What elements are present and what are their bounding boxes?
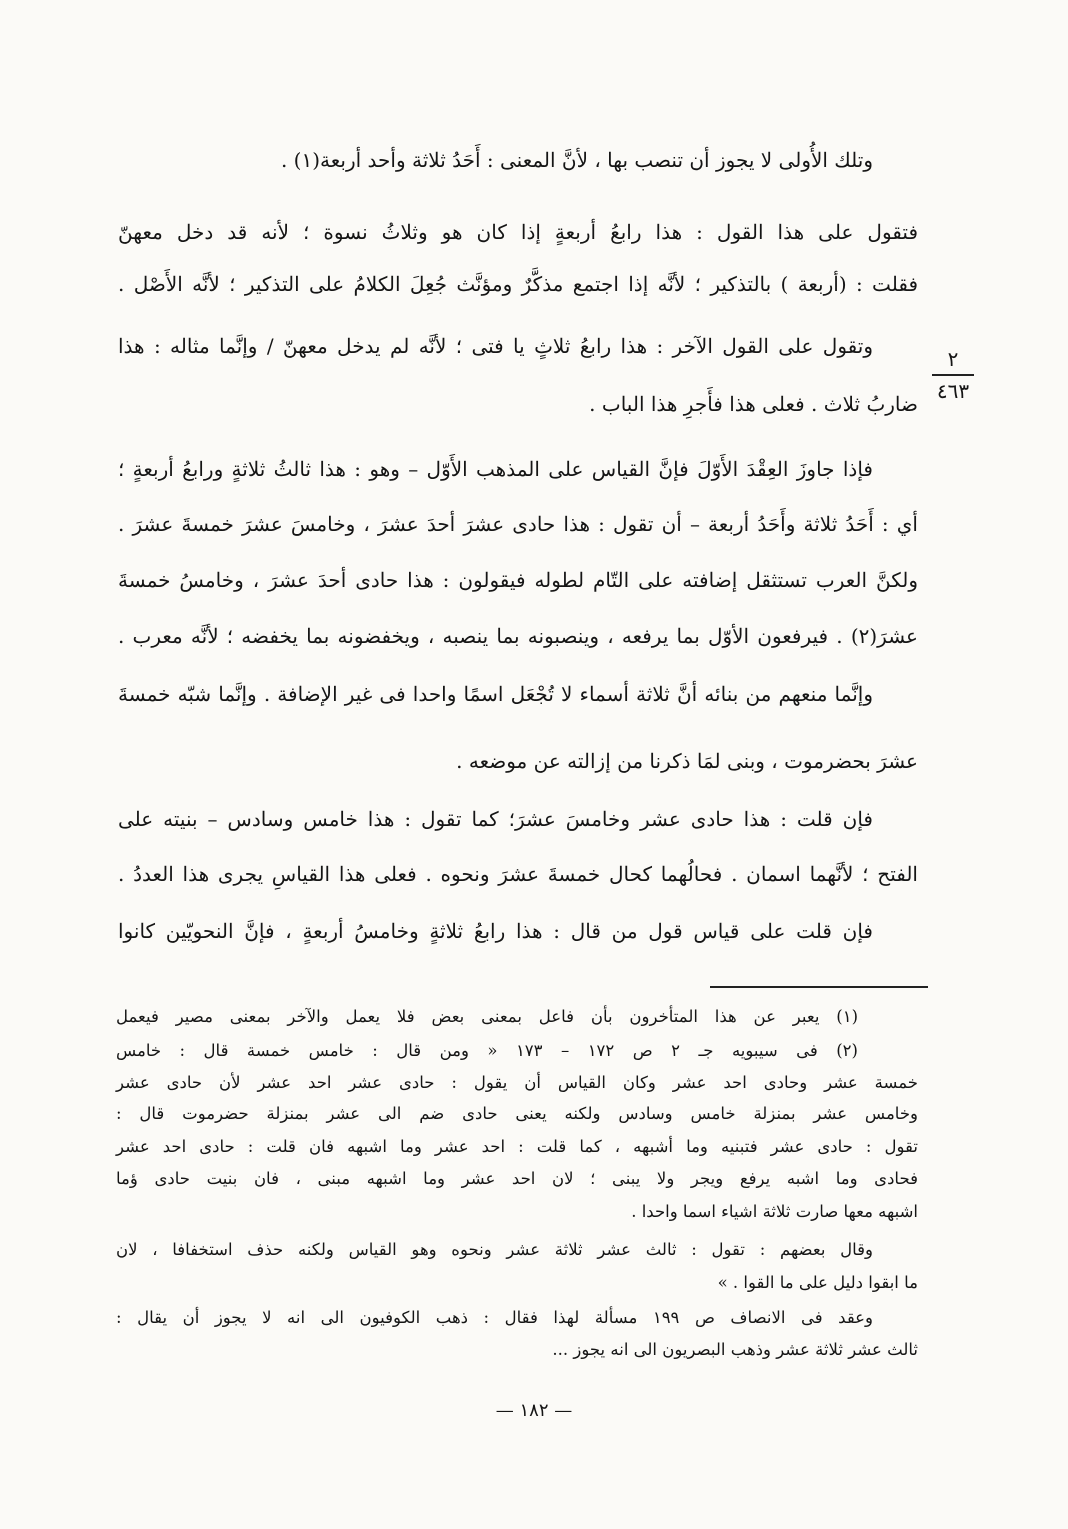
footnote-line: وخامس عشر بمنزلة خامس وسادس ولكنه يعنى حادى ضم الى عشر بمنزلة حضرموت قال : — [116, 1104, 918, 1123]
footnote-line: فحادى وما اشبه يرفع ويجر ولا يبنى ؛ لان احد عشر وما اشبهه مبنى ، فان بنيت حادى ؤما — [116, 1169, 918, 1188]
margin-note-bottom: ٤٦٣ — [936, 379, 970, 403]
body-line: عشرَ بحضرموت ، وبنى لمَا ذكرنا من إزالته عن موضعه . — [456, 749, 918, 773]
body-line: فتقول على هذا القول : هذا رابعُ أربعةٍ إذا كان هو وثلاثُ نسوة ؛ لأنه قد دخل معهنّ — [118, 220, 918, 244]
footnote-line: (١) يعبر عن هذا المتأخرون بأن فاعل بمعنى بعض فلا يعمل والآخر بمعنى مصير فيعمل — [116, 1007, 858, 1026]
margin-page-reference — [925, 346, 981, 404]
footnote-line: وعقد فى الانصاف ص ١٩٩ مسألة لهذا فقال : ذهب الكوفيون الى انه لا يجوز أن يقال : — [116, 1308, 873, 1327]
body-line: ولكنَّ العرب تستثقل إضافته على التّام لطوله فيقولون : هذا حادى أحدَ عشرَ ، وخامسُ خمسةَ — [118, 568, 918, 592]
body-line: فإن قلت : هذا حادى عشر وخامسَ عشرَ؛ كما تقول : هذا خامس وسادس – بنيته على — [118, 807, 873, 831]
margin-note-rule — [932, 374, 974, 376]
body-line: أي : أَحَدُ ثلاثة وأَحَدُ أربعة – أن تقول : هذا حادى عشرَ أحدَ عشرَ ، وخامسَ عشرَ خمسةَ عشرَ . — [118, 512, 918, 536]
footnote-line: (٢) فى سيبويه جـ ٢ ص ١٧٢ – ١٧٣ « ومن قال : خامس خمسة قال : خامس — [116, 1041, 858, 1060]
body-line: الفتح ؛ لأنَّهما اسمان . فحالُهما كحال خمسةَ عشرَ ونحوه . فعلى هذا القياسِ يجرى هذا العددُ . — [118, 862, 918, 886]
body-line: فإن قلت على قياس قول من قال : هذا رابعُ ثلاثةٍ وخامسُ أربعةٍ ، فإنَّ النحويّين كانوا — [118, 919, 873, 943]
page-number: — ١٨٢ — — [495, 1400, 573, 1421]
body-line: ضاربُ ثلاث . فعلى هذا فأَجرِ هذا الباب . — [589, 392, 918, 416]
body-line: وتلك الأُولى لا يجوز أن تنصب بها ، لأنَّ المعنى : أَحَدُ ثلاثة وأحد أربعة(١) . — [280, 148, 873, 172]
footnote-line: اشبهه معها صارت ثلاثة اشياء اسما واحدا . — [631, 1202, 918, 1221]
footnote-line: ثالث عشر ثلاثة عشر وذهب البصريون الى انه يجوز ... — [552, 1340, 918, 1359]
footnote-line: تقول : حادى عشر فتبنيه وما أشبهه ، كما قلت : احد عشر وما اشبهه فان قلت : حادى احد عشر — [116, 1137, 918, 1156]
body-line: وتقول على القول الآخر : هذا رابعُ ثلاثٍ يا فتى ؛ لأنَّه لم يدخل معهنّ / وإنَّما مثاله : هذا — [118, 334, 873, 358]
body-line: فقلت : (أربعة ) بالتذكير ؛ لأنَّه إذا اجتمع مذكَّرٌ ومؤنَّث جُعِلَ الكلامُ على التذكير ؛ لأنَّه الأَصْل . — [118, 272, 918, 296]
footnote-line: ما ابقوا دليل على ما القوا . » — [717, 1273, 918, 1292]
footnote-divider — [710, 986, 928, 988]
footnote-line: وقال بعضهم : تقول : ثالث عشر ثلاثة عشر ونحوه وهو القياس ولكنه حذف استخفافا ، لان — [116, 1240, 873, 1259]
footnote-line: خمسة عشر وحادى احد عشر وكان القياس أن يقول : حادى عشر احد عشر لأن حادى عشر — [116, 1073, 918, 1092]
margin-note-top: ٢ — [947, 347, 959, 371]
body-line: وإنَّما منعهم من بنائه أنَّ ثلاثة أسماء لا تُجْعَل اسمًا واحدا فى غير الإضافة . وإنَّما شبّه خمسةَ — [118, 682, 873, 706]
body-line: فإذا جاوزَ العِقْدَ الأَوّلَ فإنَّ القياس على المذهب الأَوّل – وهو : هذا ثالثُ ثلاثةٍ ورابعُ أربعةٍ ؛ — [118, 457, 873, 481]
body-line: عشرَ(٢) . فيرفعون الأوّل بما يرفعه ، وينصبونه بما ينصبه ، ويخفضونه بما يخفضه ؛ لأنَّه معرب . — [118, 624, 918, 648]
